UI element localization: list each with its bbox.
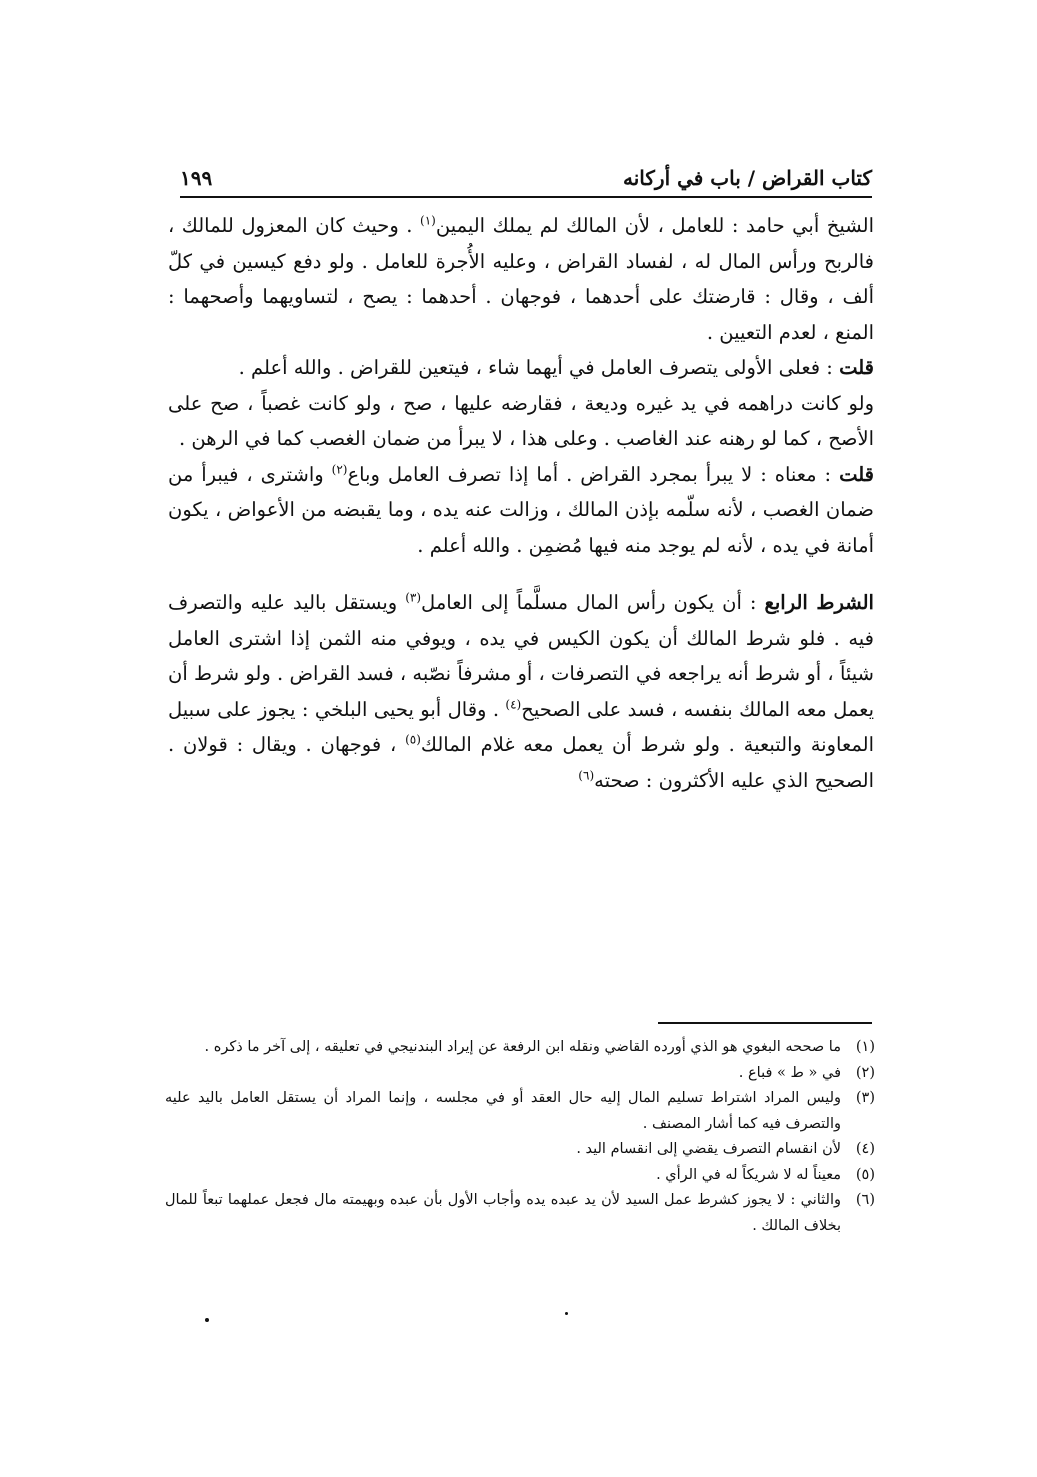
paragraph-1: الشيخ أبي حامد : للعامل ، لأن المالك لم يملك اليمين$^{(١)}$ . وحيث كان المعزول للمالك ، فالربح ورأس المال له ، لفساد القراض ، وعليه الأُجرة للعامل . ولو دفع كيسين في كلّ ألف ، وقال : قارضتك على أحدهما ، فوجهان . أحدهما : يصح ، لتساويهما وأصحهما : المنع ، لعدم التعيين . (168, 213, 874, 344)
main-text (168, 208, 874, 798)
scan-speck (565, 1312, 568, 1315)
footnote-ref-1: (١) (420, 213, 436, 228)
paragraph-2: قلت : فعلى الأولى يتصرف العامل في أيهما شاء ، فيتعين للقراض . والله أعلم . (238, 356, 874, 379)
running-title: كتاب القراض / باب في أركانه (623, 166, 872, 190)
paragraph-4: قلت : معناه : لا يبرأ بمجرد القراض . أما إذا تصرف العامل وباع$^{(٢)}$ واشترى ، فيبرأ من ضمان الغصب ، لأنه سلّمه بإذن المالك ، وزالت عنه يده ، وما يقبضه من الأعواض ، يكون أمانة في يده ، لأنه لم يوجد منه فيها مُضمِن . والله أعلم . (168, 462, 874, 557)
page-number: ١٩٩ (180, 166, 213, 190)
footnote-divider (658, 1022, 872, 1024)
footnote-6: (٦) والثاني : لا يجوز كشرط عمل السيد لأن يد عبده يده وأجاب الأول بأن عبده وبهيمته مال فجعل عملهما تبعاً للمال بخلاف المالك . (165, 1192, 875, 1234)
footnote-1: (١) ما صححه البغوي هو الذي أورده القاضي ونقله ابن الرفعة عن إيراد البندنيجي في تعليقه ، إلى آخر ما ذكره . (204, 1039, 875, 1055)
footnotes (165, 1035, 875, 1239)
footnote-5: (٥) معيناً له لا شريكاً له في الرأي . (656, 1166, 875, 1183)
qalat-label: قلت (839, 356, 874, 379)
qalat-label: قلت (839, 462, 874, 486)
footnote-ref-3: (٣) (405, 590, 422, 605)
footnote-ref-4: (٤) (505, 697, 522, 711)
scan-speck (205, 1318, 209, 1322)
footnote-ref-6: (٦) (578, 768, 595, 782)
section-label: الشرط الرابع (764, 591, 874, 614)
paragraph-5: الشرط الرابع : أن يكون رأس المال مسلَّماً إلى العامل$^{(٣)}$ ويستقل باليد عليه والتصرف فيه . فلو شرط المالك أن يكون الكيس في يده ، ويوفي منه الثمن إذا اشترى العامل شيئاً ، أو شرط أنه يراجعه في التصرفات ، أو مشرفاً نصّبه ، فسد القراض . ولو شرط أن يعمل معه المالك بنفسه ، فسد على الصحيح$^{(٤)}$ . وقال أبو يحيى البلخي : يجوز على سبيل المعاونة والتبعية . ولو شرط أن يعمل معه غلام المالك$^{(٥)}$ ، فوجهان . ويقال : قولان . الصحيح الذي عليه الأكثرون : صحته$^{(٦)}$ (168, 590, 874, 792)
paragraph-3: ولو كانت دراهمه في يد غيره وديعة ، فقارضه عليها ، صح ، ولو كانت غصباً ، صح على الأصح ، كما لو رهنه عند الغاصب . وعلى هذا ، لا يبرأ من ضمان الغصب كما في الرهن . (168, 391, 874, 450)
footnote-4: (٤) لأن انقسام التصرف يقضي إلى انقسام اليد . (576, 1141, 875, 1157)
footnote-ref-5: (٥) (405, 732, 421, 747)
footnote-3: (٣) وليس المراد اشتراط تسليم المال إليه حال العقد أو في مجلسه ، وإنما المراد أن يستقل العامل باليد عليه والتصرف فيه كما أشار المصنف . (165, 1090, 875, 1132)
running-header (180, 150, 872, 198)
footnote-ref-2: (٢) (331, 462, 348, 476)
footnote-2: (٢) في « ط » فباع . (738, 1064, 875, 1081)
